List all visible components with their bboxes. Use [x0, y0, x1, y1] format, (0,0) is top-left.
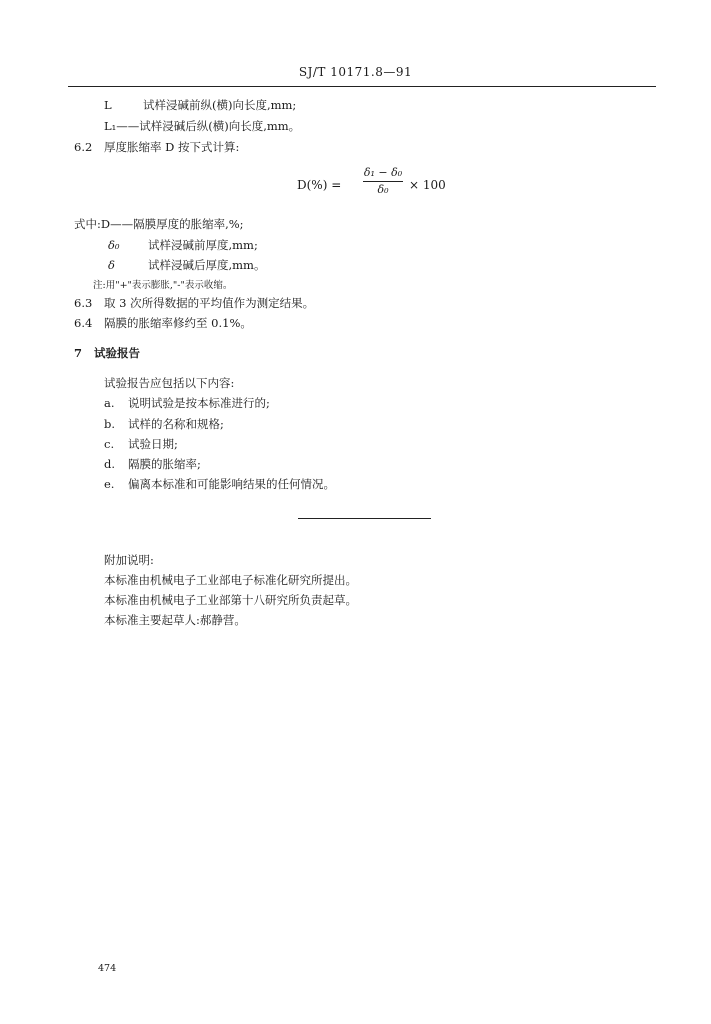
item-letter: b.	[104, 417, 116, 431]
where-clause: 式中:D——隔膜厚度的胀缩率,%;	[74, 217, 244, 231]
end-of-text-rule	[298, 518, 431, 519]
l1-definition: L₁——试样浸碱后纵(横)向长度,mm。	[104, 119, 301, 133]
appendix-line: 本标准主要起草人:郝静营。	[104, 613, 246, 627]
l-definition: 试样浸碱前纵(横)向长度,mm;	[143, 98, 297, 112]
appendix-line: 本标准由机械电子工业部电子标准化研究所提出。	[104, 573, 357, 587]
appendix-title: 附加说明:	[104, 553, 154, 567]
appendix-line: 本标准由机械电子工业部第十八研究所负责起草。	[104, 593, 357, 607]
standard-code-header: SJ/T 10171.8—91	[298, 65, 413, 79]
symbol-delta0: δ₀	[108, 238, 120, 252]
note-line: 注:用"+"表示膨胀,"-"表示收缩。	[93, 280, 233, 291]
clause-6-4-number: 6.4	[74, 316, 93, 330]
formula-lhs: D(%) =	[297, 178, 342, 192]
item-text: 试验日期;	[128, 437, 178, 451]
formula-denominator: δ₀	[377, 183, 389, 196]
item-letter: c.	[104, 437, 115, 451]
item-text: 隔膜的胀缩率;	[128, 457, 201, 471]
delta0-definition: 试样浸碱前厚度,mm;	[148, 238, 258, 252]
section-7-title: 试验报告	[94, 346, 140, 360]
page-number: 474	[98, 963, 117, 974]
item-text: 试样的名称和规格;	[128, 417, 224, 431]
item-letter: a.	[104, 396, 115, 410]
clause-6-4-text: 隔膜的胀缩率修约至 0.1%。	[104, 316, 252, 330]
report-intro: 试验报告应包括以下内容:	[104, 376, 235, 390]
delta-definition: 试样浸碱后厚度,mm。	[148, 258, 266, 272]
clause-6-3-text: 取 3 次所得数据的平均值作为测定结果。	[104, 296, 315, 310]
formula-rhs: × 100	[409, 178, 446, 192]
clause-6-3-number: 6.3	[74, 296, 93, 310]
item-letter: e.	[104, 477, 115, 491]
clause-6-2-number: 6.2	[74, 140, 93, 154]
symbol-l: L	[104, 98, 112, 112]
symbol-delta: δ	[108, 258, 115, 272]
clause-6-2-text: 厚度胀缩率 D 按下式计算:	[104, 140, 240, 154]
fraction-bar	[363, 181, 403, 182]
header-rule	[68, 86, 656, 87]
formula-fraction	[363, 166, 403, 197]
section-7-number: 7	[74, 346, 83, 360]
item-text: 偏离本标准和可能影响结果的任何情况。	[128, 477, 335, 491]
item-letter: d.	[104, 457, 116, 471]
formula-numerator: δ₁ − δ₀	[363, 166, 403, 179]
item-text: 说明试验是按本标准进行的;	[128, 396, 270, 410]
